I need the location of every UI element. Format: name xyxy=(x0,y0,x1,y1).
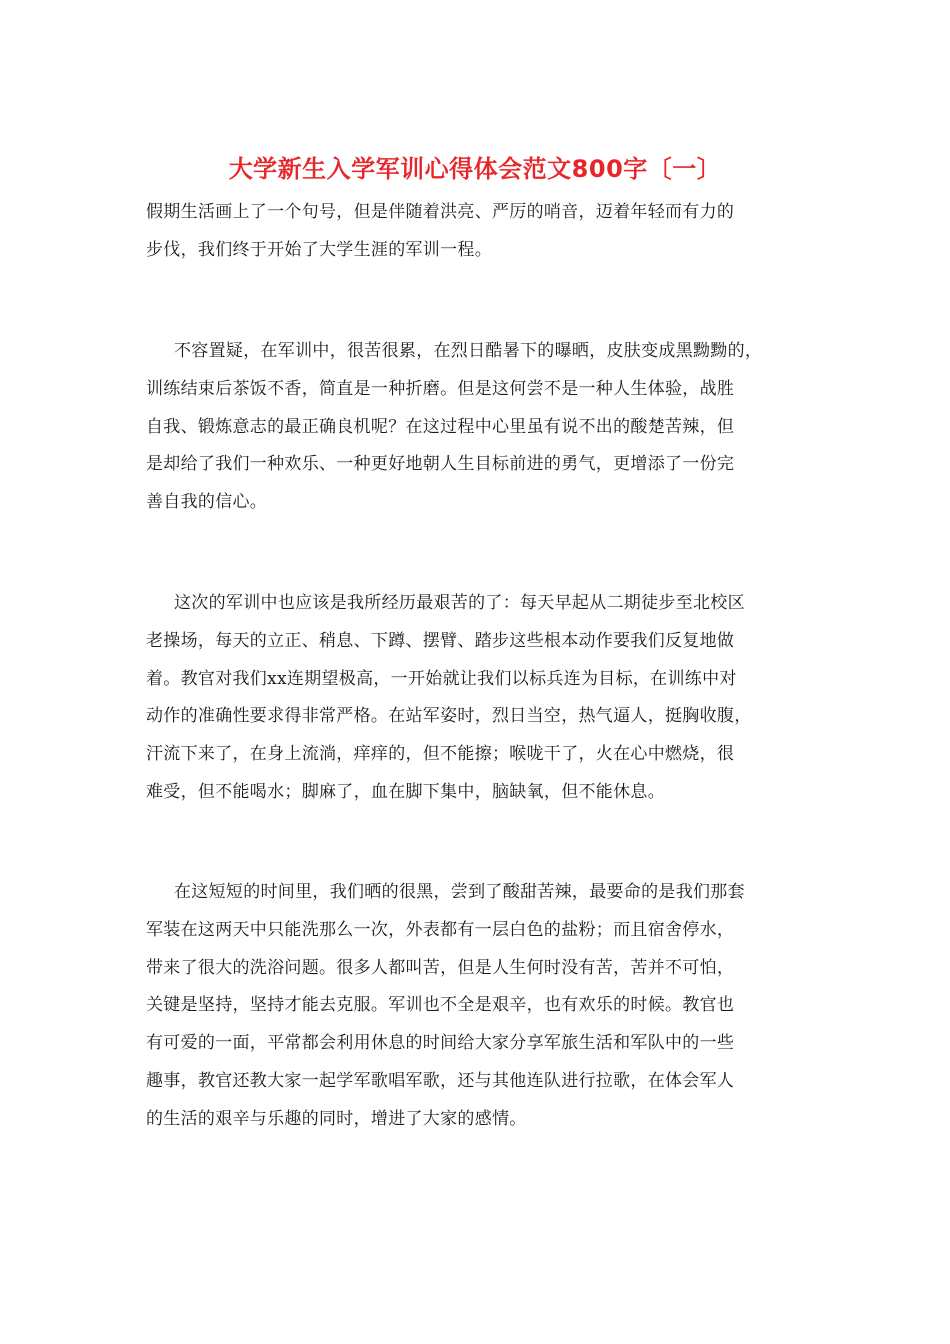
paragraph-line: 假期生活画上了一个句号，但是伴随着洪亮、严厉的哨音，迈着年轻而有力的 xyxy=(146,202,735,222)
paragraph-line: 善自我的信心。 xyxy=(146,492,268,513)
paragraph-4 xyxy=(146,874,810,1139)
paragraph-line: 的生活的艰辛与乐趣的同时，增进了大家的感情。 xyxy=(146,1108,527,1129)
paragraph-line: 步伐，我们终于开始了大学生涯的军训一程。 xyxy=(146,239,492,260)
paragraph-3 xyxy=(146,585,810,812)
paragraph-line: 趣事，教官还教大家一起学军歌唱军歌，还与其他连队进行拉歌，在体会军人 xyxy=(146,1070,735,1091)
document-title: 大学新生入学军训心得体会范文800字〔一〕 xyxy=(228,155,722,183)
paragraph-line: 是却给了我们一种欢乐、一种更好地朝人生目标前进的勇气，更增添了一份完 xyxy=(146,454,735,475)
paragraph-line: 这次的军训中也应该是我所经历最艰苦的了：每天早起从二期徒步至北校区 xyxy=(174,593,745,613)
paragraph-1 xyxy=(146,194,810,270)
paragraph-2 xyxy=(146,333,810,522)
paragraph-line: 着。教官对我们xx连期望极高，一开始就让我们以标兵连为目标，在训练中对 xyxy=(146,668,737,689)
paragraph-line: 有可爱的一面，平常都会利用休息的时间给大家分享军旅生活和军队中的一些 xyxy=(146,1033,735,1054)
paragraph-line: 难受，但不能喝水；脚麻了，血在脚下集中，脑缺氧，但不能休息。 xyxy=(146,781,665,802)
paragraph-line: 汗流下来了，在身上流淌，痒痒的，但不能擦；喉咙干了，火在心中燃烧，很 xyxy=(146,744,735,765)
paragraph-line: 不容置疑，在军训中，很苦很累，在烈日酷暑下的曝晒，皮肤变成黑黝黝的， xyxy=(174,341,763,361)
paragraph-line: 带来了很大的洗浴问题。很多人都叫苦，但是人生何时没有苦，苦并不可怕， xyxy=(146,957,735,978)
paragraph-line: 关键是坚持，坚持才能去克服。军训也不全是艰辛，也有欢乐的时候。教官也 xyxy=(146,995,735,1016)
paragraph-line: 自我、锻炼意志的最正确良机呢？在这过程中心里虽有说不出的酸楚苦辣，但 xyxy=(146,416,735,437)
paragraph-line: 军装在这两天中只能洗那么一次，外表都有一层白色的盐粉；而且宿舍停水， xyxy=(146,919,735,940)
paragraph-line: 老操场，每天的立正、稍息、下蹲、摆臂、踏步这些根本动作要我们反复地做 xyxy=(146,630,735,651)
paragraph-line: 训练结束后茶饭不香，简直是一种折磨。但是这何尝不是一种人生体验，战胜 xyxy=(146,378,735,399)
paragraph-line: 在这短短的时间里，我们晒的很黑，尝到了酸甜苦辣，最要命的是我们那套 xyxy=(174,882,745,902)
paragraph-line: 动作的准确性要求得非常严格。在站军姿时，烈日当空，热气逼人，挺胸收腹， xyxy=(146,706,752,727)
